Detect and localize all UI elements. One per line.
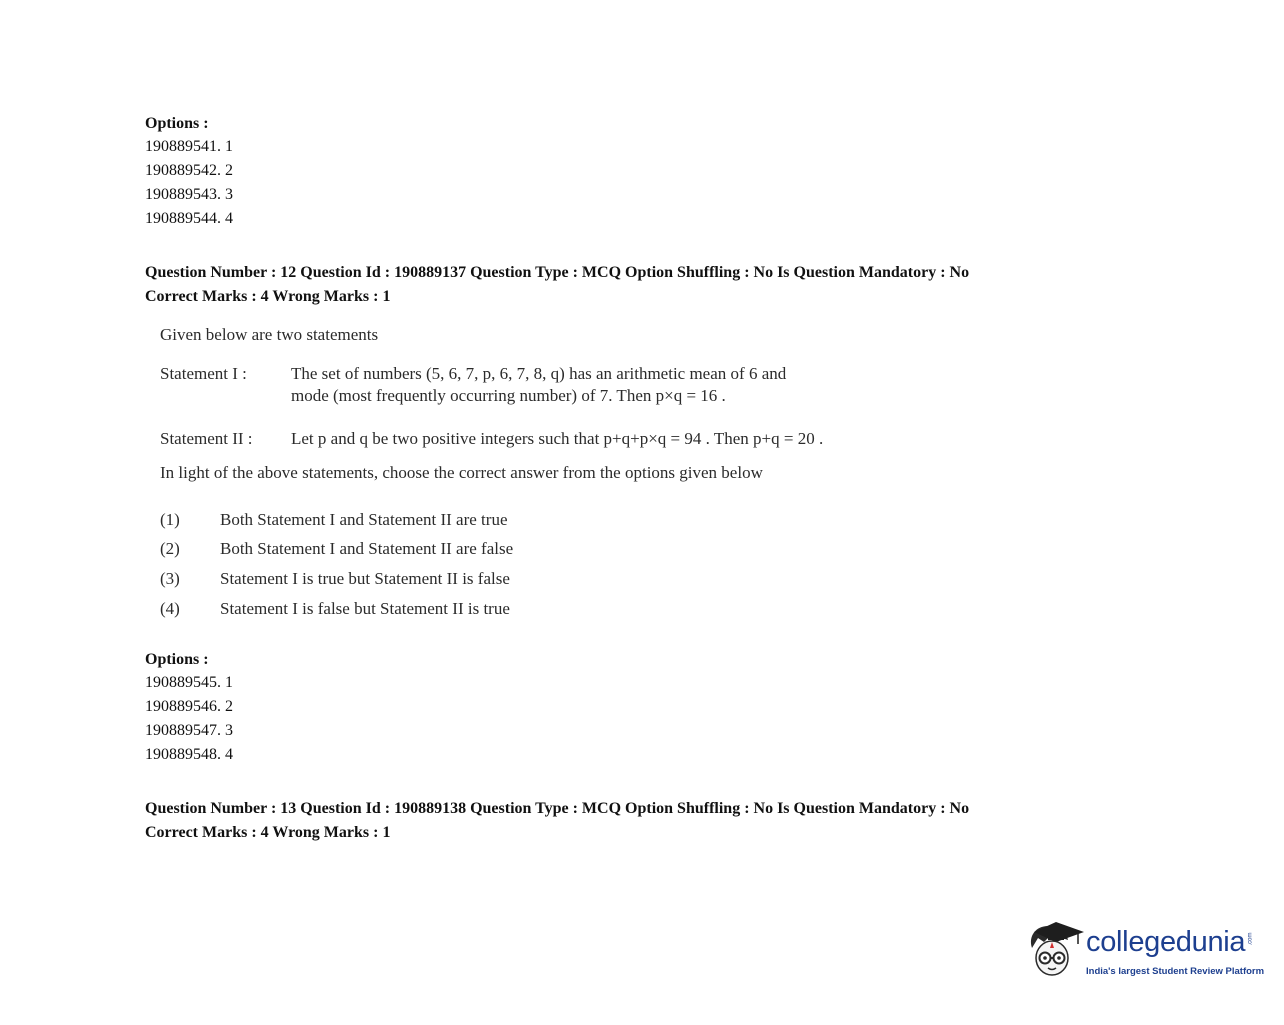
option-id: 190889545. 1 (145, 674, 233, 691)
question-header: Question Number : 12 Question Id : 190889137 Question Type : MCQ Option Shuffling : No Is Question Mandatory : No (145, 264, 970, 281)
logo-domain-suffix: .com (1247, 932, 1254, 946)
options-label: Options : (145, 651, 209, 668)
question-marks: Correct Marks : 4 Wrong Marks : 1 (145, 824, 391, 841)
logo-brand-name: collegedunia (1086, 926, 1246, 958)
option-id: 190889546. 2 (145, 698, 233, 715)
choice-row (0, 510, 700, 534)
option-id: 190889547. 3 (145, 722, 233, 739)
choice-row (0, 569, 700, 593)
choice-text: Both Statement I and Statement II are true (220, 510, 508, 529)
choice-text: Statement I is false but Statement II is true (220, 599, 510, 618)
choice-number: (4) (160, 599, 180, 618)
mascot-icon (1026, 918, 1086, 986)
choice-text: Statement I is true but Statement II is false (220, 569, 510, 588)
question-header: Question Number : 13 Question Id : 190889138 Question Type : MCQ Option Shuffling : No Is Question Mandatory : No (145, 800, 970, 817)
choice-number: (3) (160, 569, 180, 588)
statement-1-text: The set of numbers (5, 6, 7, p, 6, 7, 8, q) has an arithmetic mean of 6 and (291, 364, 787, 383)
collegedunia-logo[interactable] (1026, 918, 1265, 986)
statement-2-label: Statement II : (160, 429, 253, 448)
option-id: 190889548. 4 (145, 746, 233, 763)
question-marks: Correct Marks : 4 Wrong Marks : 1 (145, 288, 391, 305)
option-id: 190889542. 2 (145, 162, 233, 179)
options-label: Options : (145, 115, 209, 132)
logo-tagline: India's largest Student Review Platform (1086, 966, 1265, 977)
question-intro: Given below are two statements (160, 325, 379, 344)
statement-1-text-cont: mode (most frequently occurring number) of 7. Then p×q = 16 . (291, 386, 726, 405)
question-instruction: In light of the above statements, choose the correct answer from the options given below (160, 463, 763, 482)
choice-text: Both Statement I and Statement II are false (220, 539, 514, 558)
choice-number: (1) (160, 510, 180, 529)
statement-1-label: Statement I : (160, 364, 247, 383)
choice-row (0, 539, 700, 563)
option-id: 190889543. 3 (145, 186, 233, 203)
statement-2-text: Let p and q be two positive integers such that p+q+p×q = 94 . Then p+q = 20 . (291, 429, 824, 448)
option-id: 190889544. 4 (145, 210, 233, 227)
option-id: 190889541. 1 (145, 138, 233, 155)
choice-row (0, 599, 700, 623)
choice-number: (2) (160, 539, 180, 558)
